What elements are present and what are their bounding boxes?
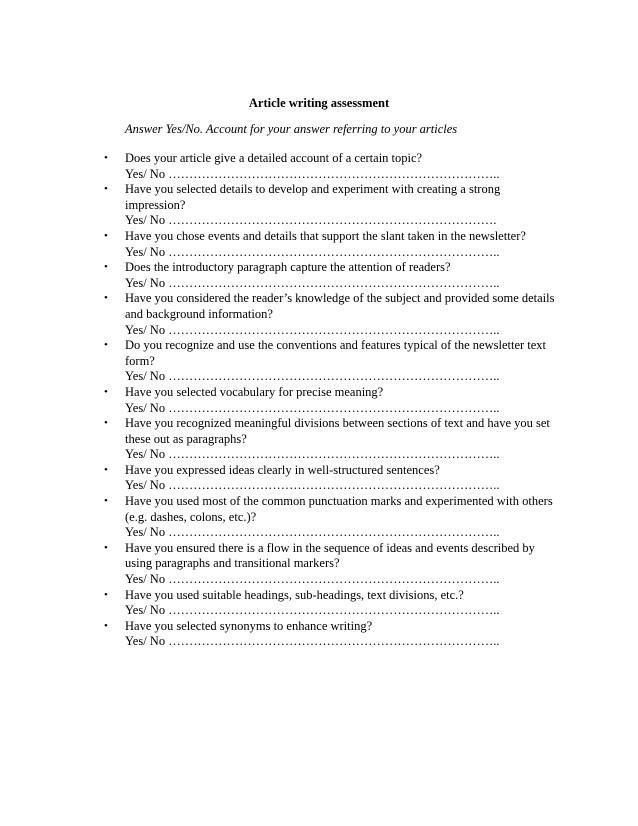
instructions-text: Answer Yes/No. Account for your answer referring to your articles	[125, 122, 458, 136]
list-item	[104, 338, 555, 385]
bullet-icon: •	[104, 417, 108, 430]
question-text: Have you selected synonyms to enhance writing?	[125, 618, 373, 633]
list-item	[104, 182, 555, 229]
yes-no-answer-line: Yes/ No ……………………………………………………………………..	[125, 244, 500, 259]
bullet-icon: •	[104, 183, 108, 196]
question-text: Does the introductory paragraph capture the attention of readers?	[125, 260, 451, 275]
question-text: Have you used suitable headings, sub-headings, text divisions, etc.?	[125, 587, 464, 602]
bullet-icon: •	[104, 541, 108, 554]
list-item	[104, 151, 555, 182]
bullet-icon: •	[104, 619, 108, 632]
bullet-icon: •	[104, 339, 108, 352]
yes-no-answer-line: Yes/ No ……………………………………………………………………..	[125, 400, 500, 415]
list-item	[104, 618, 555, 650]
list-item	[104, 291, 555, 338]
question-text: Have you used most of the common punctuation marks and experimented with others (e.g. dashes, colons, etc.)?	[125, 494, 553, 524]
page-title: Article writing assessment	[248, 96, 390, 110]
question-text: Have you chose events and details that support the slant taken in the newsletter?	[125, 228, 526, 243]
question-text: Have you ensured there is a flow in the sequence of ideas and events described by using paragraphs and transitional markers?	[125, 540, 535, 571]
list-item	[104, 416, 555, 463]
question-list	[104, 151, 555, 650]
yes-no-answer-line: Yes/ No ……………………………………………………………………..	[125, 369, 500, 384]
list-item	[104, 260, 555, 291]
yes-no-answer-line: Yes/ No …………………………………………………………………….	[125, 213, 497, 228]
question-text: Have you considered the reader’s knowledge of the subject and provided some details and background information?	[125, 291, 555, 321]
list-item	[104, 540, 555, 588]
list-item	[104, 384, 555, 416]
yes-no-answer-line: Yes/ No ……………………………………………………………………..	[125, 478, 500, 493]
yes-no-answer-line: Yes/ No ……………………………………………………………………..	[125, 322, 500, 337]
yes-no-answer-line: Yes/ No ……………………………………………………………………..	[125, 634, 500, 649]
question-text: Have you expressed ideas clearly in well-structured sentences?	[125, 462, 440, 477]
bullet-icon: •	[104, 495, 108, 508]
list-item	[104, 462, 555, 494]
yes-no-answer-line: Yes/ No ……………………………………………………………………..	[125, 166, 500, 181]
yes-no-answer-line: Yes/ No ……………………………………………………………………..	[125, 447, 500, 462]
yes-no-answer-line: Yes/ No ……………………………………………………………………..	[125, 525, 500, 540]
list-item	[104, 494, 555, 541]
yes-no-answer-line: Yes/ No ……………………………………………………………………..	[125, 572, 500, 587]
question-text: Does your article give a detailed account of a certain topic?	[125, 151, 423, 165]
bullet-icon: •	[104, 588, 108, 601]
list-item	[104, 228, 555, 260]
bullet-icon: •	[104, 292, 108, 305]
question-text: Have you recognized meaningful divisions between sections of text and have you set these out as paragraphs?	[125, 416, 550, 446]
question-text: Have you selected vocabulary for precise meaning?	[125, 384, 384, 399]
question-text: Have you selected details to develop and experiment with creating a strong impression?	[125, 182, 501, 212]
bullet-icon: •	[104, 385, 108, 398]
bullet-icon: •	[104, 261, 108, 274]
bullet-icon: •	[104, 229, 108, 242]
yes-no-answer-line: Yes/ No ……………………………………………………………………..	[125, 275, 500, 290]
question-text: Do you recognize and use the conventions and features typical of the newsletter text form?	[125, 338, 547, 368]
list-item	[104, 587, 555, 619]
bullet-icon: •	[104, 463, 108, 476]
yes-no-answer-line: Yes/ No ……………………………………………………………………..	[125, 603, 500, 618]
bullet-icon: •	[104, 152, 108, 164]
